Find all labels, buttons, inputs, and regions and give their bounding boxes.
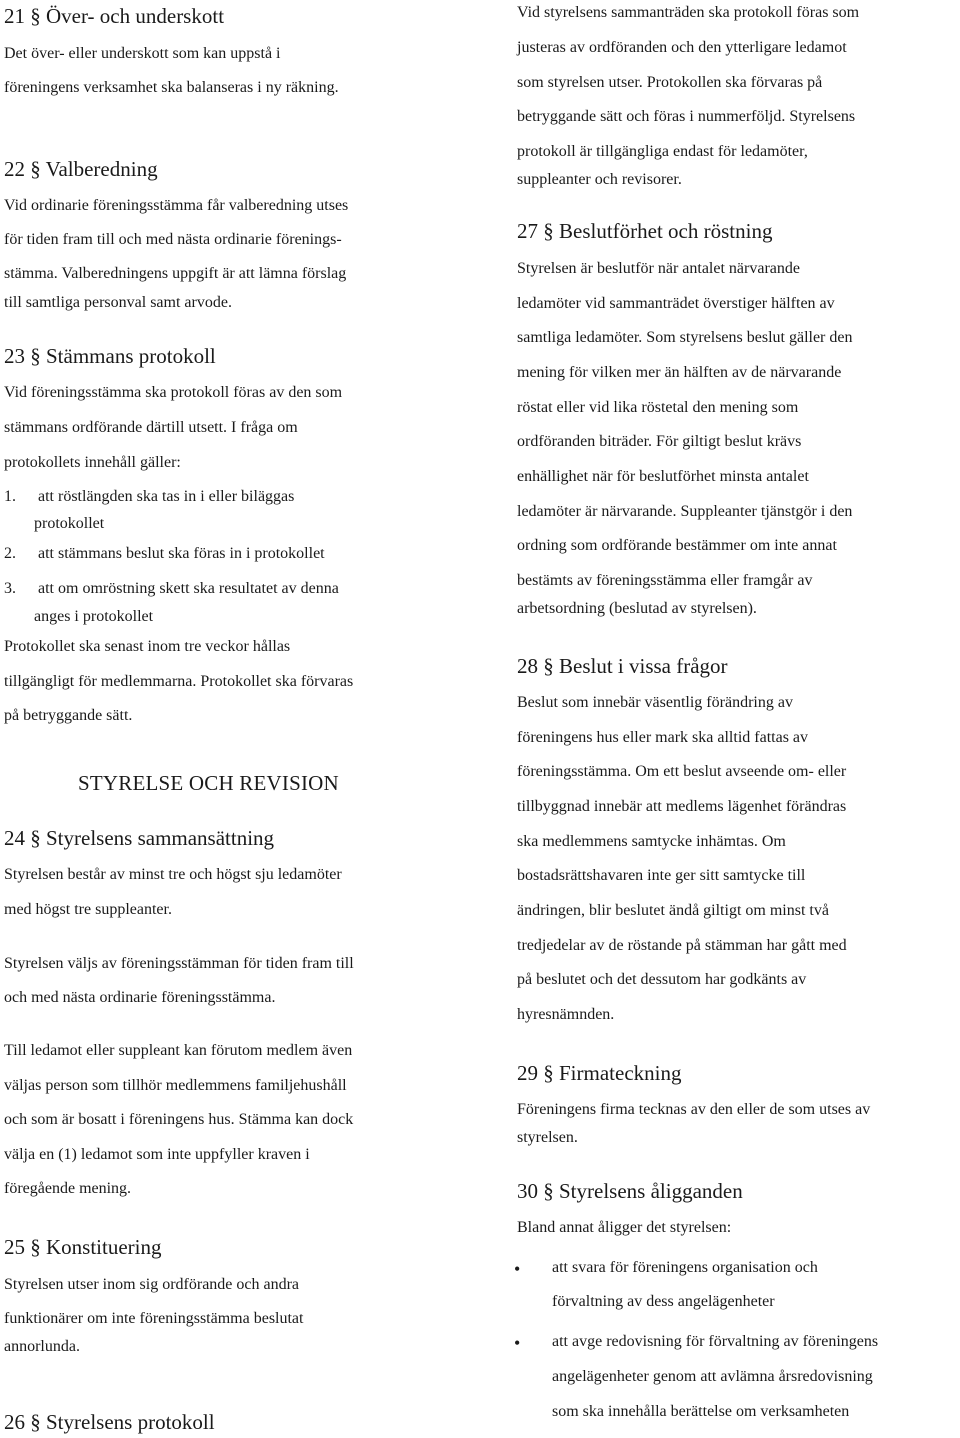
- list-item: [4, 545, 325, 563]
- list-text: att röstlängden ska tas in i eller biläggas: [38, 488, 295, 505]
- text-line: betryggande sätt och föras i nummerföljd. Styrelsens: [517, 108, 856, 125]
- text-line: protokoll är tillgängliga endast för ledamöter,: [517, 143, 808, 160]
- bullet-dot-icon: •: [514, 1333, 521, 1353]
- bullet-text: förvaltning av dess angelägenheter: [552, 1293, 775, 1310]
- text-line: annorlunda.: [4, 1338, 80, 1355]
- text-line: för tiden fram till och med nästa ordinarie förenings-: [4, 231, 342, 248]
- text-line: tillbyggnad innebär att medlems lägenhet förändras: [517, 798, 847, 815]
- text-line: styrelsen.: [517, 1129, 578, 1146]
- text-line: och med nästa ordinarie föreningsstämma.: [4, 989, 276, 1006]
- text-line: bestämts av föreningsstämma eller framgår av: [517, 572, 813, 589]
- text-line: Styrelsen utser inom sig ordförande och andra: [4, 1276, 300, 1293]
- text-line: Till ledamot eller suppleant kan förutom medlem även: [4, 1042, 353, 1059]
- list-number: 3.: [4, 580, 16, 597]
- list-text: protokollet: [34, 515, 105, 532]
- text-line: föregående mening.: [4, 1180, 132, 1197]
- text-line: väljas person som tillhör medlemmens familjehushåll: [4, 1077, 347, 1094]
- text-line: mening för vilken mer än hälften av de närvarande: [517, 364, 842, 381]
- heading-s21: 21 § Över- och underskott: [4, 4, 225, 28]
- text-line: stämmans ordförande därtill utsett. I fråga om: [4, 419, 298, 436]
- text-line: hyresnämnden.: [517, 1006, 615, 1023]
- text-line: bostadsrättshavaren inte ger sitt samtycke till: [517, 867, 806, 884]
- text-line: Beslut som innebär väsentlig förändring av: [517, 694, 793, 711]
- text-line: Vid ordinarie föreningsstämma får valberedning utses: [4, 197, 349, 214]
- text-line: ledamöter är närvarande. Suppleanter tjänstgör i den: [517, 503, 853, 520]
- text-line: Vid styrelsens sammanträden ska protokoll föras som: [517, 4, 860, 21]
- list-number: 2.: [4, 545, 16, 562]
- heading-s27: 27 § Beslutförhet och röstning: [517, 219, 773, 243]
- text-line: till samtliga personval samt arvode.: [4, 294, 232, 311]
- text-line: suppleanter och revisorer.: [517, 171, 682, 188]
- text-line: föreningens verksamhet ska balanseras i ny räkning.: [4, 79, 339, 96]
- heading-s29: 29 § Firmateckning: [517, 1061, 682, 1085]
- text-line: Styrelsen är beslutför när antalet närvarande: [517, 260, 800, 277]
- text-line: Föreningens firma tecknas av den eller de som utses av: [517, 1101, 871, 1118]
- text-line: funktionärer om inte föreningsstämma beslutat: [4, 1310, 304, 1327]
- text-line: ändringen, blir beslutet ändå giltigt om minst två: [517, 902, 829, 919]
- text-line: tillgängligt för medlemmarna. Protokollet ska förvaras: [4, 673, 354, 690]
- text-line: som styrelsen utser. Protokollen ska förvaras på: [517, 74, 823, 91]
- bullet-item: [514, 1259, 818, 1279]
- text-line: på betryggande sätt.: [4, 707, 133, 724]
- bullet-text: som ska innehålla berättelse om verksamheten: [552, 1403, 850, 1420]
- heading-s24: 24 § Styrelsens sammansättning: [4, 826, 275, 850]
- bullet-item: [514, 1333, 879, 1353]
- text-line: arbetsordning (beslutad av styrelsen).: [517, 600, 757, 617]
- list-number: 1.: [4, 488, 16, 505]
- heading-s26: 26 § Styrelsens protokoll: [4, 1410, 215, 1434]
- text-line: Det över- eller underskott som kan uppstå i: [4, 45, 281, 62]
- text-line: protokollets innehåll gäller:: [4, 454, 181, 471]
- heading-s30: 30 § Styrelsens åligganden: [517, 1179, 743, 1203]
- list-text: att om omröstning skett ska resultatet av denna: [38, 580, 339, 597]
- text-line: Styrelsen består av minst tre och högst sju ledamöter: [4, 866, 342, 883]
- text-line: Protokollet ska senast inom tre veckor hållas: [4, 638, 291, 655]
- text-line: ordning som ordförande bestämmer om inte annat: [517, 537, 837, 554]
- bullet-text: att avge redovisning för förvaltning av föreningens: [552, 1333, 879, 1350]
- text-line: enhällighet när för beslutförhet minsta antalet: [517, 468, 809, 485]
- text-line: ledamöter vid sammanträdet överstiger hälften av: [517, 295, 835, 312]
- text-line: ska medlemmens samtycke inhämtas. Om: [517, 833, 786, 850]
- text-line: Vid föreningsstämma ska protokoll föras av den som: [4, 384, 343, 401]
- list-text: anges i protokollet: [34, 608, 154, 625]
- text-line: föreningsstämma. Om ett beslut avseende om- eller: [517, 763, 847, 780]
- bullet-dot-icon: •: [514, 1259, 521, 1279]
- list-item: [4, 580, 339, 598]
- bullet-text: angelägenheter genom att avlämna årsredovisning: [552, 1368, 873, 1385]
- text-line: välja en (1) ledamot som inte uppfyller kraven i: [4, 1146, 310, 1163]
- heading-s28: 28 § Beslut i vissa frågor: [517, 654, 728, 678]
- heading-s25: 25 § Konstituering: [4, 1235, 162, 1259]
- heading-s23: 23 § Stämmans protokoll: [4, 344, 216, 368]
- list-item: [4, 488, 294, 506]
- heading-s22: 22 § Valberedning: [4, 157, 158, 181]
- text-line: föreningens hus eller mark ska alltid fattas av: [517, 729, 809, 746]
- text-line: och som är bosatt i föreningens hus. Stämma kan dock: [4, 1111, 354, 1128]
- section-title: STYRELSE OCH REVISION: [78, 771, 339, 795]
- text-line: röstat eller vid lika röstetal den mening som: [517, 399, 799, 416]
- text-line: ordföranden biträder. För giltigt beslut krävs: [517, 433, 802, 450]
- text-line: på beslutet och det dessutom har godkänts av: [517, 971, 807, 988]
- text-line: samtliga ledamöter. Som styrelsens beslut gäller den: [517, 329, 853, 346]
- text-line: justeras av ordföranden och den ytterligare ledamot: [517, 39, 847, 56]
- text-line: Bland annat åligger det styrelsen:: [517, 1219, 732, 1236]
- text-line: med högst tre suppleanter.: [4, 901, 172, 918]
- text-line: tredjedelar av de röstande på stämman har gått med: [517, 937, 847, 954]
- text-line: stämma. Valberedningens uppgift är att lämna förslag: [4, 265, 347, 282]
- text-line: Styrelsen väljs av föreningsstämman för tiden fram till: [4, 955, 354, 972]
- list-text: att stämmans beslut ska föras in i protokollet: [38, 545, 325, 562]
- bullet-text: att svara för föreningens organisation och: [552, 1259, 818, 1276]
